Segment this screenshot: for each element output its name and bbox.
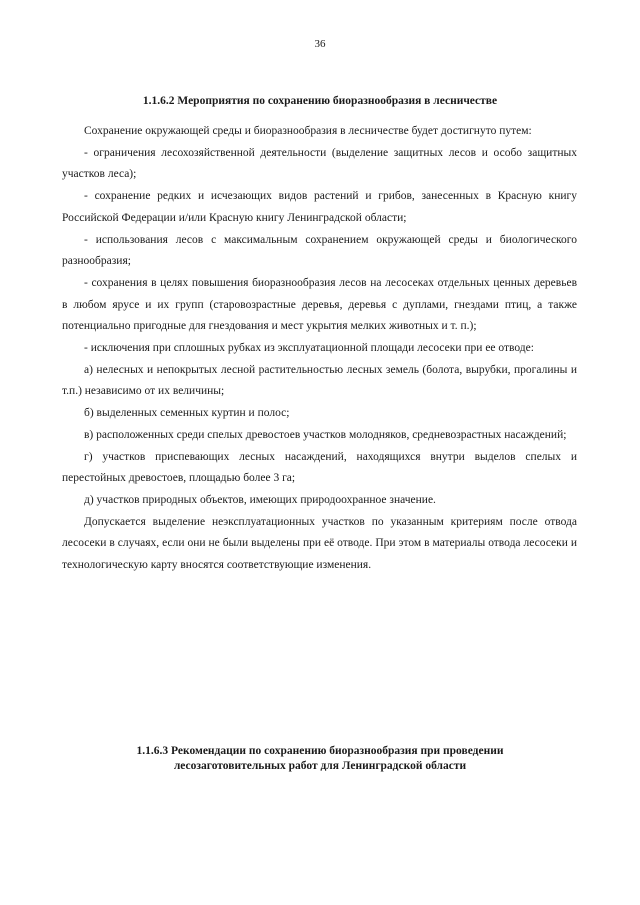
paragraph: - сохранения в целях повышения биоразнообразия лесов на лесосеках отдельных ценных деревьев в любом ярусе и их групп (старовозрастные деревья, деревья с дуплами, гнездами птиц, а также потенциально пригодные для гнездования и мест укрытия мелких животных и т. п.); — [62, 276, 577, 333]
paragraph: Допускается выделение неэксплуатационных участков по указанным критериям после отвода лесосеки в случаях, если они не были выделены при её отводе. При этом в материалы отвода лесосеки и технологическую карту вносятся соответствующие изменения. — [62, 515, 577, 572]
paragraph: а) нелесных и непокрытых лесной растительностью лесных земель (болота, вырубки, прогалины и т.п.) независимо от их величины; — [62, 363, 577, 398]
heading-line: лесозаготовительных работ для Ленинградской области — [173, 760, 467, 772]
paragraph: д) участков природных объектов, имеющих природоохранное значение. — [84, 493, 436, 506]
paragraph: Сохранение окружающей среды и биоразнообразия в лесничестве будет достигнуто путем: — [84, 125, 532, 137]
paragraph: - сохранение редких и исчезающих видов растений и грибов, занесенных в Красную книгу Российской Федерации и/или Красную книгу Ленинградской области; — [62, 190, 577, 224]
paragraph: г) участков приспевающих лесных насаждений, находящихся внутри выделов спелых и перестойных древостоев, площадью более 3 га; — [62, 450, 577, 485]
paragraph: б) выделенных семенных куртин и полос; — [84, 407, 290, 420]
heading-line: 1.1.6.3 Рекомендации по сохранению биоразнообразия при проведении — [136, 745, 504, 757]
paragraph: - ограничения лесохозяйственной деятельности (выделение защитных лесов и особо защитных участков леса); — [62, 146, 577, 181]
section-heading-recommendations — [90, 744, 550, 774]
section-body — [62, 121, 577, 577]
section-heading-biodiversity-measures: 1.1.6.2 Мероприятия по сохранению биоразнообразия в лесничестве — [142, 95, 498, 107]
paragraph: - исключения при сплошных рубках из эксплуатационной площади лесосеки при ее отводе: — [84, 342, 534, 355]
paragraph: в) расположенных среди спелых древостоев участков молодняков, средневозрастных насаждений; — [84, 428, 567, 441]
paragraph: - использования лесов с максимальным сохранением окружающей среды и биологического разнообразия; — [62, 233, 577, 268]
page-number: 36 — [314, 38, 326, 50]
